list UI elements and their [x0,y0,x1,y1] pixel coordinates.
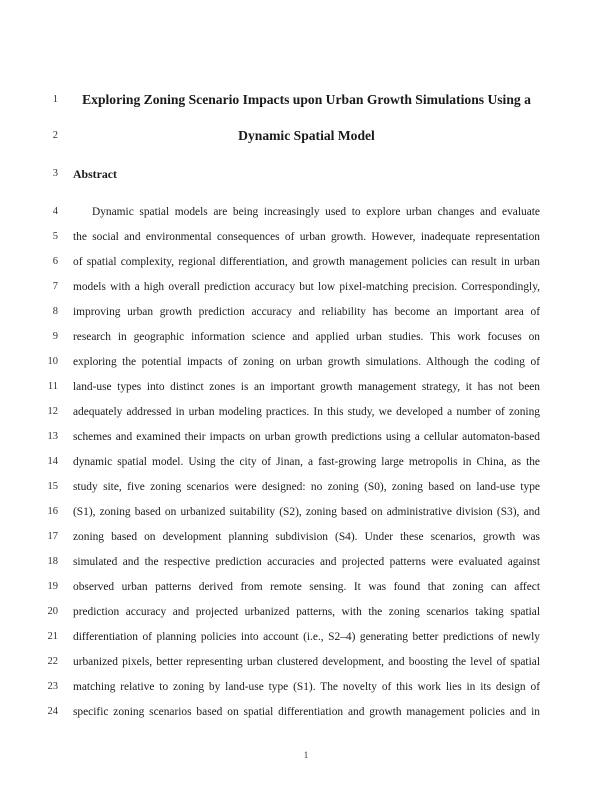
manuscript-line [0,575,612,599]
abstract-text-line: dynamic spatial model. Using the city of Jinan, a fast-growing large metropolis in China, as the [73,456,540,468]
abstract-text-line: of spatial complexity, regional differentiation, and growth management policies can result in urban [73,256,540,268]
paper-title-line-1: Exploring Zoning Scenario Impacts upon Urban Growth Simulations Using a [82,92,531,107]
abstract-text-line: urbanized pixels, better representing urban clustered development, and boosting the level of spatial [73,656,540,668]
line-number: 22 [47,656,58,667]
abstract-text-line: Dynamic spatial models are being increasingly used to explore urban changes and evaluate [92,206,540,218]
line-number: 9 [52,331,58,342]
manuscript-line [0,88,612,112]
line-number: 5 [52,231,58,242]
paper-title-line-2: Dynamic Spatial Model [238,128,375,143]
abstract-text-line: matching relative to zoning by land-use type (S1). The novelty of this work lies in its design of [73,681,540,693]
abstract-text-line: differentiation of planning policies into account (i.e., S2–4) generating better predictions of newly [73,631,540,643]
abstract-text-line: prediction accuracy and projected urbanized patterns, with the zoning scenarios taking spatial [73,606,540,618]
page-number: 1 [303,750,309,760]
line-number: 16 [47,506,58,517]
manuscript-line [0,600,612,624]
line-number: 13 [47,431,58,442]
abstract-text-line: exploring the potential impacts of zoning on urban growth simulations. Although the coding of [73,356,540,368]
line-number: 7 [52,281,58,292]
abstract-text-line: simulated and the respective prediction accuracies and projected patterns were evaluated against [73,556,540,568]
abstract-text-line: (S1), zoning based on urbanized suitability (S2), zoning based on administrative division (S3), and [73,506,540,518]
line-number: 6 [52,256,58,267]
line-number: 11 [47,381,58,392]
abstract-text-line: zoning based on development planning subdivision (S4). Under these scenarios, growth was [73,531,540,543]
manuscript-line [0,525,612,549]
line-number: 21 [47,631,58,642]
manuscript-line [0,225,612,249]
manuscript-line [0,675,612,699]
manuscript-line [0,550,612,574]
abstract-text-line: adequately addressed in urban modeling practices. In this study, we developed a number of zoning [73,406,540,418]
abstract-text-line: land-use types into distinct zones is an important growth management strategy, it has not been [73,381,540,393]
manuscript-line [0,475,612,499]
manuscript-line [0,425,612,449]
line-number: 20 [47,606,58,617]
line-number: 19 [47,581,58,592]
line-number: 18 [47,556,58,567]
line-number: 12 [47,406,58,417]
line-number: 10 [47,356,58,367]
abstract-text-line: improving urban growth prediction accuracy and reliability has become an important area of [73,306,540,318]
line-number: 23 [47,681,58,692]
line-number: 8 [52,306,58,317]
line-number: 1 [52,94,58,105]
abstract-text-line: research in geographic information science and applied urban studies. This work focuses on [73,331,540,343]
manuscript-line [0,250,612,274]
manuscript-line [0,500,612,524]
manuscript-line [0,200,612,224]
line-number: 2 [52,130,58,141]
abstract-text-line: schemes and examined their impacts on urban growth predictions using a cellular automaton-based [73,431,540,443]
manuscript-line [0,275,612,299]
manuscript-line [0,450,612,474]
manuscript-line [0,375,612,399]
manuscript-line [0,325,612,349]
manuscript-line [0,400,612,424]
line-number: 3 [52,168,58,179]
abstract-text-line: models with a high overall prediction accuracy but low pixel-matching precision. Correspondingly, [73,281,540,293]
line-number: 14 [47,456,58,467]
abstract-text-line: study site, five zoning scenarios were designed: no zoning (S0), zoning based on land-use type [73,481,540,493]
manuscript-line [0,300,612,324]
manuscript-line [0,700,612,724]
line-number: 24 [47,706,58,717]
abstract-text-line: observed urban patterns derived from remote sensing. It was found that zoning can affect [73,581,540,593]
manuscript-line [0,625,612,649]
manuscript-line [0,650,612,674]
line-number: 4 [52,206,58,217]
abstract-text-line: specific zoning scenarios based on spatial differentiation and growth management policies and in [73,706,540,718]
line-number: 15 [47,481,58,492]
manuscript-line [0,350,612,374]
manuscript-line [0,124,612,148]
abstract-heading: Abstract [73,167,117,181]
line-number: 17 [47,531,58,542]
manuscript-line [0,162,612,186]
abstract-text-line: the social and environmental consequences of urban growth. However, inadequate representation [73,231,540,243]
